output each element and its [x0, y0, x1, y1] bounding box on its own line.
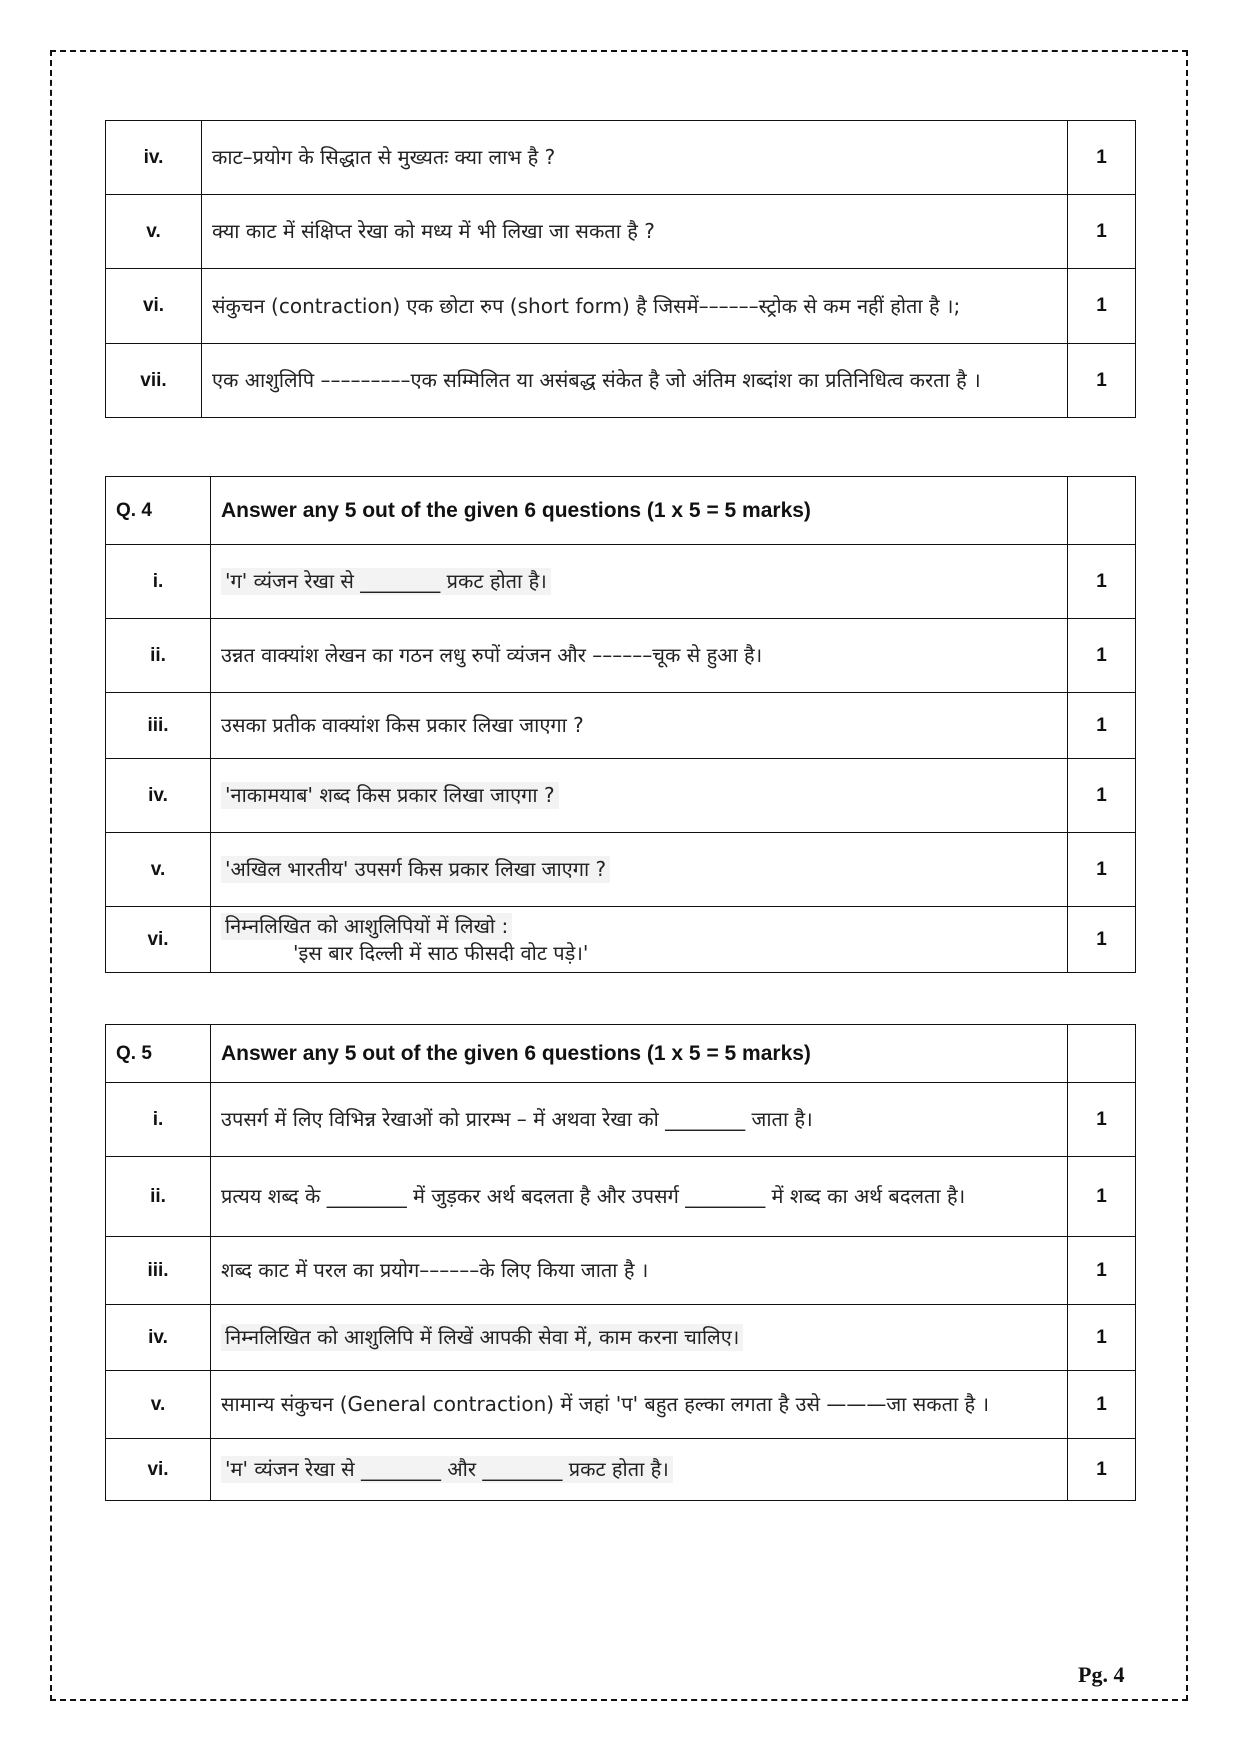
question-marks: 1: [1068, 833, 1136, 907]
question-text: [211, 759, 1068, 833]
question-table-q4: [105, 476, 1136, 973]
question-text: शब्द काट में परल का प्रयोग––––––के लिए किया जाता है ।: [211, 1237, 1068, 1305]
question-number: iv.: [106, 1305, 211, 1371]
question-table-q5: [105, 1024, 1136, 1501]
question-marks: 1: [1068, 1371, 1136, 1439]
question-text: [211, 1439, 1068, 1501]
question-number: iv.: [106, 121, 202, 195]
question-text: उपसर्ग में लिए विभिन्न रेखाओं को प्रारम्भ – में अथवा रेखा को ________ जाता है।: [211, 1083, 1068, 1157]
table-row: [106, 833, 1136, 907]
table-row: [106, 1439, 1136, 1501]
question-marks: 1: [1068, 619, 1136, 693]
question-marks: 1: [1068, 693, 1136, 759]
question-text: सामान्य संकुचन (General contraction) में जहां 'प' बहुत हल्का लगता है उसे ———जा सकता है ।: [211, 1371, 1068, 1439]
question-number: vi.: [106, 269, 202, 344]
question-text: काट–प्रयोग के सिद्धात से मुख्यतः क्या लाभ है ?: [202, 121, 1068, 195]
header-marks-cell: [1068, 477, 1136, 545]
table-row: [106, 195, 1136, 269]
question-marks: 1: [1068, 121, 1136, 195]
header-marks-cell: [1068, 1025, 1136, 1083]
question-text: [211, 833, 1068, 907]
question-marks: 1: [1068, 195, 1136, 269]
question-marks: 1: [1068, 545, 1136, 619]
question-number: vi.: [106, 1439, 211, 1501]
table-header-row: [106, 477, 1136, 545]
question-number: ii.: [106, 1157, 211, 1237]
table-row: [106, 1371, 1136, 1439]
question-marks: 1: [1068, 1083, 1136, 1157]
table-row: [106, 619, 1136, 693]
question-marks: 1: [1068, 907, 1136, 973]
table-row: [106, 1157, 1136, 1237]
table-row: [106, 1237, 1136, 1305]
page-number: Pg. 4: [1078, 1662, 1125, 1687]
scanned-text: निम्नलिखित को आशुलिपि में लिखें आपकी सेवा में, काम करना चालिए।: [221, 1324, 743, 1351]
question-marks: 1: [1068, 1305, 1136, 1371]
question-text: क्या काट में संक्षिप्त रेखा को मध्य में भी लिखा जा सकता है ?: [202, 195, 1068, 269]
table-row: [106, 121, 1136, 195]
question-label: Q. 4: [106, 477, 211, 545]
scanned-text: 'नाकामयाब' शब्द किस प्रकार लिखा जाएगा ?: [221, 782, 559, 809]
table-row: [106, 269, 1136, 344]
scanned-text: निम्नलिखित को आशुलिपियों में लिखो :: [221, 913, 512, 940]
question-marks: 1: [1068, 269, 1136, 344]
question-number: i.: [106, 545, 211, 619]
question-text: एक आशुलिपि –––––––––एक सम्मिलित या असंबद्ध संकेत है जो अंतिम शब्दांश का प्रतिनिधित्व करता है ।: [202, 344, 1068, 418]
table-row: [106, 344, 1136, 418]
table-row: [106, 693, 1136, 759]
question-text: [211, 545, 1068, 619]
question-marks: 1: [1068, 1237, 1136, 1305]
scanned-text-quote: 'इस बार दिल्ली में साठ फीसदी वोट पड़े।': [293, 940, 589, 965]
question-number: iii.: [106, 693, 211, 759]
question-marks: 1: [1068, 1157, 1136, 1237]
question-number: vii.: [106, 344, 202, 418]
table-row: [106, 759, 1136, 833]
table-header-row: [106, 1025, 1136, 1083]
question-marks: 1: [1068, 1439, 1136, 1501]
scanned-text: 'अखिल भारतीय' उपसर्ग किस प्रकार लिखा जाएगा ?: [221, 856, 610, 883]
table-row: [106, 1305, 1136, 1371]
question-table-q3-continued: [105, 120, 1136, 418]
scanned-text: 'म' व्यंजन रेखा से ________ और ________ प्रकट होता है।: [221, 1456, 673, 1483]
question-text: [211, 907, 1068, 973]
question-number: v.: [106, 195, 202, 269]
scanned-text: 'ग' व्यंजन रेखा से ________ प्रकट होता है।: [221, 568, 551, 595]
question-number: ii.: [106, 619, 211, 693]
question-number: vi.: [106, 907, 211, 973]
question-marks: 1: [1068, 759, 1136, 833]
question-text: [211, 1305, 1068, 1371]
question-text: उन्नत वाक्यांश लेखन का गठन लधु रुपों व्यंजन और ––––––चूक से हुआ है।: [211, 619, 1068, 693]
question-label: Q. 5: [106, 1025, 211, 1083]
question-heading: Answer any 5 out of the given 6 questions (1 x 5 = 5 marks): [211, 477, 1068, 545]
table-row: [106, 545, 1136, 619]
question-number: i.: [106, 1083, 211, 1157]
question-number: iv.: [106, 759, 211, 833]
question-number: iii.: [106, 1237, 211, 1305]
question-number: v.: [106, 833, 211, 907]
table-row: [106, 1083, 1136, 1157]
question-text: उसका प्रतीक वाक्यांश किस प्रकार लिखा जाएगा ?: [211, 693, 1068, 759]
question-number: v.: [106, 1371, 211, 1439]
question-text: संकुचन (contraction) एक छोटा रुप (short form) है जिसमें––––––स्ट्रोक से कम नहीं होता है ।;: [202, 269, 1068, 344]
table-row: [106, 907, 1136, 973]
question-marks: 1: [1068, 344, 1136, 418]
question-heading: Answer any 5 out of the given 6 questions (1 x 5 = 5 marks): [211, 1025, 1068, 1083]
question-text: प्रत्यय शब्द के ________ में जुड़कर अर्थ बदलता है और उपसर्ग ________ में शब्द का अर्थ बदलता है।: [211, 1157, 1068, 1237]
